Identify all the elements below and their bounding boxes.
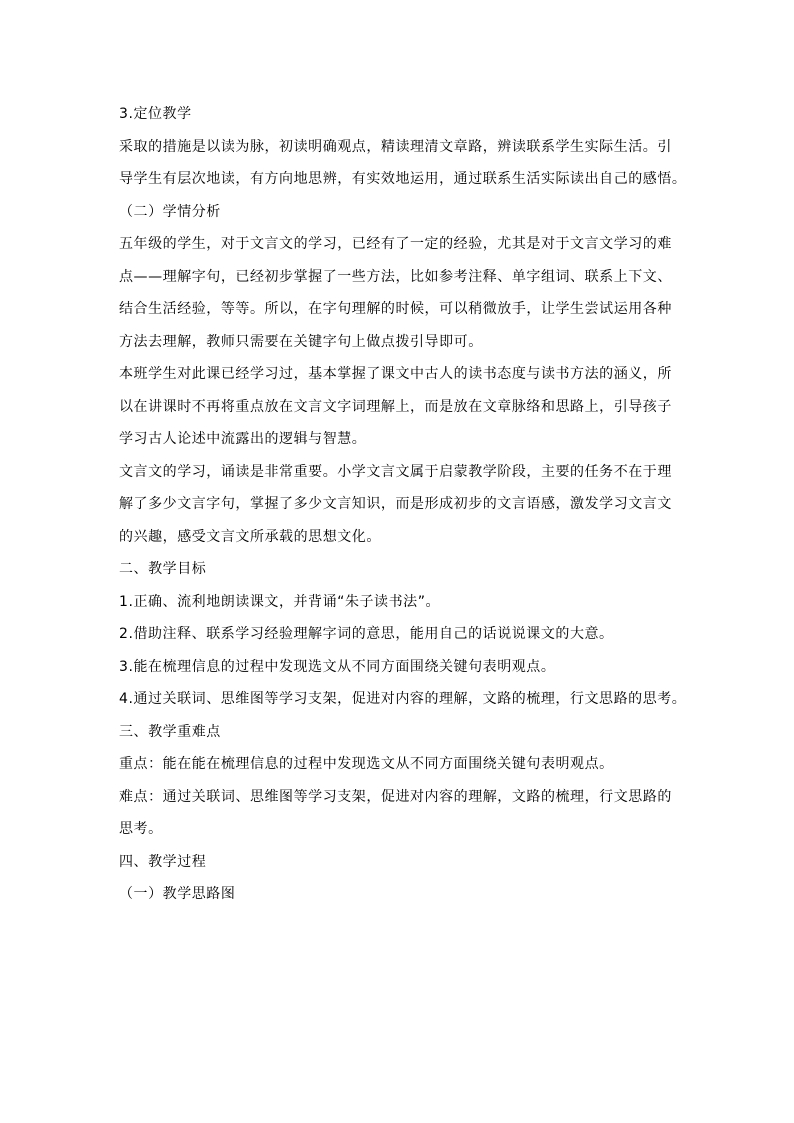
- paragraph-learner-analysis-3: [119, 456, 679, 554]
- section-title-key-points: 三、教学重难点: [119, 723, 221, 740]
- objective-item: 2.借助注释、联系学习经验理解字词的意思，能用自己的话说说课文的大意。: [119, 626, 614, 642]
- key-point-focus: 重点：能在能在梳理信息的过程中发现选文从不同方面围绕关键句表明观点。: [119, 756, 614, 772]
- paragraph-line: 解了多少文言字句，掌握了多少文言知识，而是形成初步的文言语感，激发学习文言文: [119, 496, 672, 512]
- paragraph-line: 方法去理解，教师只需要在关键字句上做点拨引导即可。: [119, 333, 483, 350]
- paragraph-line: 思考。: [119, 821, 163, 837]
- paragraph-line: 本班学生对此课已经学习过，基本掌握了课文中古人的读书态度与读书方法的涵义，所: [119, 366, 672, 382]
- objective-item: 4.通过关联词、思维图等学习支架，促进对内容的理解，文路的梳理，行文思路的思考。: [119, 691, 687, 707]
- paragraph-line: 导学生有层次地读，有方向地思辨，有实效地运用，通过联系生活实际读出自己的感悟。: [119, 171, 687, 187]
- key-point-difficulty: [119, 781, 679, 846]
- paragraph-line: 文言文的学习，诵读是非常重要。小学文言文属于启蒙教学阶段，主要的任务不在于理: [119, 463, 672, 480]
- section-subtitle-process-diagram: （一）教学思路图: [119, 886, 236, 902]
- paragraph-learner-analysis-2: [119, 358, 679, 456]
- paragraph-line: 结合生活经验，等等。所以，在字句理解的时候，可以稍微放手，让学生尝试运用各种: [119, 301, 672, 317]
- objectives-list: [119, 586, 687, 716]
- paragraph-line: 点——理解字句，已经初步掌握了一些方法，比如参考注释、单字组词、联系上下文、: [119, 268, 672, 285]
- paragraph-line: 的兴趣，感受文言文所承载的思想文化。: [119, 528, 381, 545]
- document-page: [119, 98, 687, 911]
- paragraph-learner-analysis-1: [119, 228, 679, 358]
- paragraph-line: 五年级的学生，对于文言文的学习，已经有了一定的经验，尤其是对于文言文学习的难: [119, 236, 672, 252]
- section-title-positioning: 3.定位教学: [119, 106, 192, 122]
- section-title-learner-analysis: （二）学情分析: [119, 203, 221, 220]
- objective-item: 1.正确、流利地朗读课文，并背诵“朱子读书法”。: [119, 593, 441, 610]
- section-title-process: 四、教学过程: [119, 853, 207, 870]
- paragraph-line: 难点：通过关联词、思维图等学习支架，促进对内容的理解，文路的梳理，行文思路的: [119, 788, 672, 805]
- paragraph-line: 以在讲课时不再将重点放在文言文字词理解上，而是放在文章脉络和思路上，引导孩子: [119, 398, 672, 415]
- paragraph-line: 学习古人论述中流露出的逻辑与智慧。: [119, 431, 367, 447]
- section-title-objectives: 二、教学目标: [119, 561, 207, 577]
- paragraph-positioning: [119, 131, 687, 196]
- objective-item: 3.能在梳理信息的过程中发现选文从不同方面围绕关键句表明观点。: [119, 658, 556, 675]
- paragraph-line: 采取的措施是以读为脉，初读明确观点，精读理清文章路，辨读联系学生实际生活。引: [119, 138, 672, 155]
